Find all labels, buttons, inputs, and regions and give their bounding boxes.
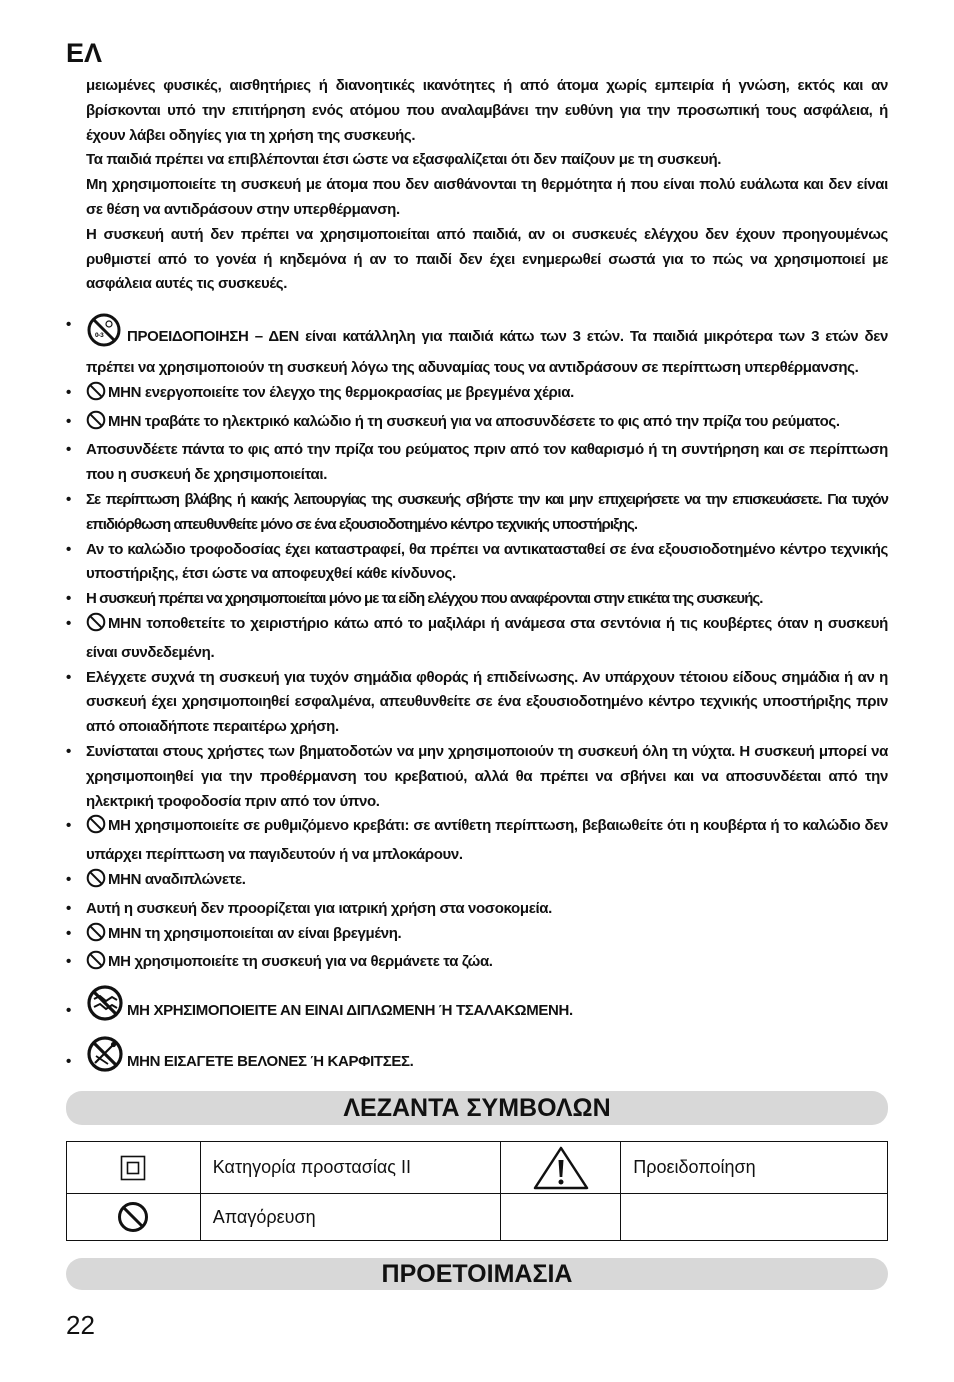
bullet: • [66,1002,71,1020]
page-number: 22 [66,1310,95,1340]
bullet: • [66,383,71,401]
warning-text: Ελέγχετε συχνά τη συσκευή για τυχόν σημάδια φθοράς ή επιδείνωσης. Αν υπάρχουν τέτοιου είδους σημάδια ή αν η συσκευή έχει χρησιμοποιηθεί εσφαλμένα, απευθυνθείτε σε ένα εξουσιοδοτημένο κέντρο τεχνικής υποστήριξης πριν από οποιαδήποτε περαιτέρω χρήση. [86,668,888,736]
warning-text: Αν το καλώδιο τροφοδοσίας έχει καταστραφεί, θα πρέπει να αντικατασταθεί σε ένα εξουσιοδοτημένο κέντρο τεχνικής υποστήριξης, έτσι ώστε να αποφευχθεί κάθε κίνδυνος. [86,540,888,583]
bullet: • [66,924,71,942]
warning-text: Σε περίπτωση βλάβης ή κακής λειτουργίας της συσκευής σβήστε την και μην επιχειρήσετε να την επισκευάσετε. Για τυχόν επιδιόρθωση απευθυνθείτε μόνο σε ένα εξουσιοδοτημένο κέντρο τεχνικής υποστήριξης. [86,490,888,533]
warning-item [66,381,888,410]
warning-item [66,313,888,381]
warning-item [66,538,888,588]
warning-item [66,666,888,740]
table-cell [67,1194,201,1241]
bullet: • [66,316,71,334]
prohibition-icon [86,612,106,641]
warning-label: Προειδοποίηση [621,1142,888,1194]
language-code: ΕΛ [66,38,103,68]
warning-item [66,897,888,922]
warning-text: ΜΗΝ ΕΙΣΑΓΕΤΕ ΒΕΛΟΝΕΣ Ή ΚΑΡΦΙΤΣΕΣ. [127,1052,414,1070]
warning-text: Αποσυνδέετε πάντα το φις από την πρίζα του ρεύματος πριν από τον καθαρισμό ή τη συντήρηση και σε περίπτωση που η συσκευή δε χρησιμοποιείται. [86,441,888,484]
table-cell [501,1142,621,1194]
bullet: • [66,953,71,971]
warning-item [66,410,888,439]
bullet: • [66,590,71,608]
bullet: • [66,540,71,558]
bullet: • [66,817,71,835]
bullet: • [66,899,71,917]
warning-text: ΜΗ χρησιμοποιείτε τη συσκευή για να θερμάνετε τα ζώα. [108,953,493,971]
class-2-label: Κατηγορία προστασίας II [200,1142,501,1194]
warning-text: ΜΗΝ τραβάτε το ηλεκτρικό καλώδιο ή τη συσκευή για να αποσυνδέσετε το φις από την πρίζα του ρεύματος. [108,412,840,430]
prohibition-icon [86,410,106,439]
table-row [67,1194,888,1241]
warning-item [66,438,888,488]
warning-item [66,950,888,979]
prohibition-icon [86,814,106,843]
warning-text: ΜΗΝ αναδιπλώνετε. [108,870,246,888]
warning-text: Αυτή η συσκευή δεν προορίζεται για ιατρική χρήση στα νοσοκομεία. [86,899,552,917]
bullet: • [66,441,71,459]
intro-paragraph: Μη χρησιμοποιείτε τη συσκευή με άτομα που δεν αισθάνονται τη θερμότητα ή που είναι πολύ ευάλωτα και δεν είναι σε θέση να αντιδράσουν στην υπερθέρμανση. [86,176,888,218]
prohibition-icon [86,868,106,897]
intro-paragraph: Η συσκευή αυτή δεν πρέπει να χρησιμοποιείται από παιδιά, αν οι συσκευές ελέγχου δεν έχουν προηγουμένως ρυθμιστεί από το γονέα ή κηδεμόνα ή αν το παιδί δεν έχει ενημερωθεί σωστά για το πώς να χρησιμοποιεί με ασφάλεια αυτές τις συσκευές. [86,225,888,293]
warning-text: ΜΗΝ τοποθετείτε το χειριστήριο κάτω από το μαξιλάρι ή ανάμεσα στα σεντόνια ή τις κουβέρτες όταν η συσκευή είναι συνδεδεμένη. [86,614,888,661]
warning-text: ΠΡΟΕΙΔΟΠΟΙΗΣΗ – ΔΕΝ είναι κατάλληλη για παιδιά κάτω των 3 ετών. Τα παιδιά μικρότερα των 3 ετών δεν πρέπει να χρησιμοποιούν τη συσκευή λόγω της αδυναμίας τους να αντιδράσουν σε περίπτωση υπερθέρμανσης. [86,328,888,376]
warning-text: ΜΗ χρησιμοποιείτε σε ρυθμιζόμενο κρεβάτι: σε αντίθετη περίπτωση, βεβαιωθείτε ότι η κουβέρτα ή το καλώδιο δεν υπάρχει περίπτωση να παγιδευτούν ή να μπλοκάρουν. [86,817,888,864]
intro-paragraph: Τα παιδιά πρέπει να επιβλέπονται έτσι ώστε να εξασφαλίζεται ότι δεν παίζουν με τη συσκευή. [86,151,722,169]
bullet: • [66,870,71,888]
warning-text: Συνίσταται στους χρήστες των βηματοδοτών να μην χρησιμοποιούν τη συσκευή όλη τη νύχτα. Η συσκευή μπορεί να χρησιμοποιηθεί για την προθέρμανση του κρεβατιού, αλλά θα πρέπει να σβήνει και να αποσυνδέεται από την ηλεκτρική τροφοδοσία πριν από τον ύπνο. [86,742,888,810]
legend-section-title: ΛΕΖΑΝΤΑ ΣΥΜΒΟΛΩΝ [66,1091,888,1125]
warning-text: Η συσκευή πρέπει να χρησιμοποιείται μόνο με τα είδη ελέγχου που αναφέρονται στην ετικέτα της συσκευής. [86,590,763,608]
bullet: • [66,742,71,760]
symbol-legend-table [66,1141,888,1241]
table-row [67,1142,888,1194]
warning-item [66,814,888,868]
warning-item [66,868,888,897]
preparation-section-title: ΠΡΟΕΤΟΙΜΑΣΙΑ [66,1258,888,1290]
safety-instructions [66,74,888,1081]
no-fold-icon [86,985,124,1030]
age-0-3-warning-icon [86,313,124,356]
warning-triangle-icon [532,1156,590,1176]
bullet: • [66,614,71,632]
prohibition-icon [86,381,106,410]
warning-text: ΜΗΝ τη χρησιμοποιείται αν είναι βρεγμένη. [108,924,402,942]
table-cell [67,1142,201,1194]
warning-item [66,587,888,612]
table-cell [621,1194,888,1241]
prohibition-icon [117,1206,149,1226]
prohibition-icon [86,922,106,951]
warning-item [66,488,888,538]
warning-item [66,1036,888,1081]
warning-text: ΜΗΝ ενεργοποιείτε τον έλεγχο της θερμοκρασίας με βρεγμένα χέρια. [108,383,574,401]
bullet: • [66,490,71,508]
bullet: • [66,412,71,430]
table-cell [501,1194,621,1241]
intro-paragraph: μειωμένες φυσικές, αισθητήριες ή διανοητικές ικανότητες ή από άτομα χωρίς εμπειρία ή γνώση, εκτός και αν βρίσκονται υπό την επιτήρηση ενός ατόμου που αναλαμβάνει την ευθύνη για την προσωπική τους ασφάλεια, ή έχουν λάβει οδηγίες για τη χρήση της συσκευής. [86,77,888,144]
warning-item [66,612,888,666]
prohibition-label: Απαγόρευση [200,1194,501,1241]
warning-text: ΜΗ ΧΡΗΣΙΜΟΠΟΙΕΙΤΕ ΑΝ ΕΙΝΑΙ ΔΙΠΛΩΜΕΝΗ Ή ΤΣΑΛΑΚΩΜΕΝΗ. [127,1002,573,1020]
warning-list [66,313,888,1081]
warning-item [66,985,888,1030]
class-2-protection-icon [120,1156,146,1176]
bullet: • [66,668,71,686]
prohibition-icon [86,950,106,979]
no-pins-icon [86,1036,124,1081]
warning-item [66,922,888,951]
bullet: • [66,1052,71,1070]
svg-text:0-3: 0-3 [95,332,104,340]
warning-item [66,740,888,814]
